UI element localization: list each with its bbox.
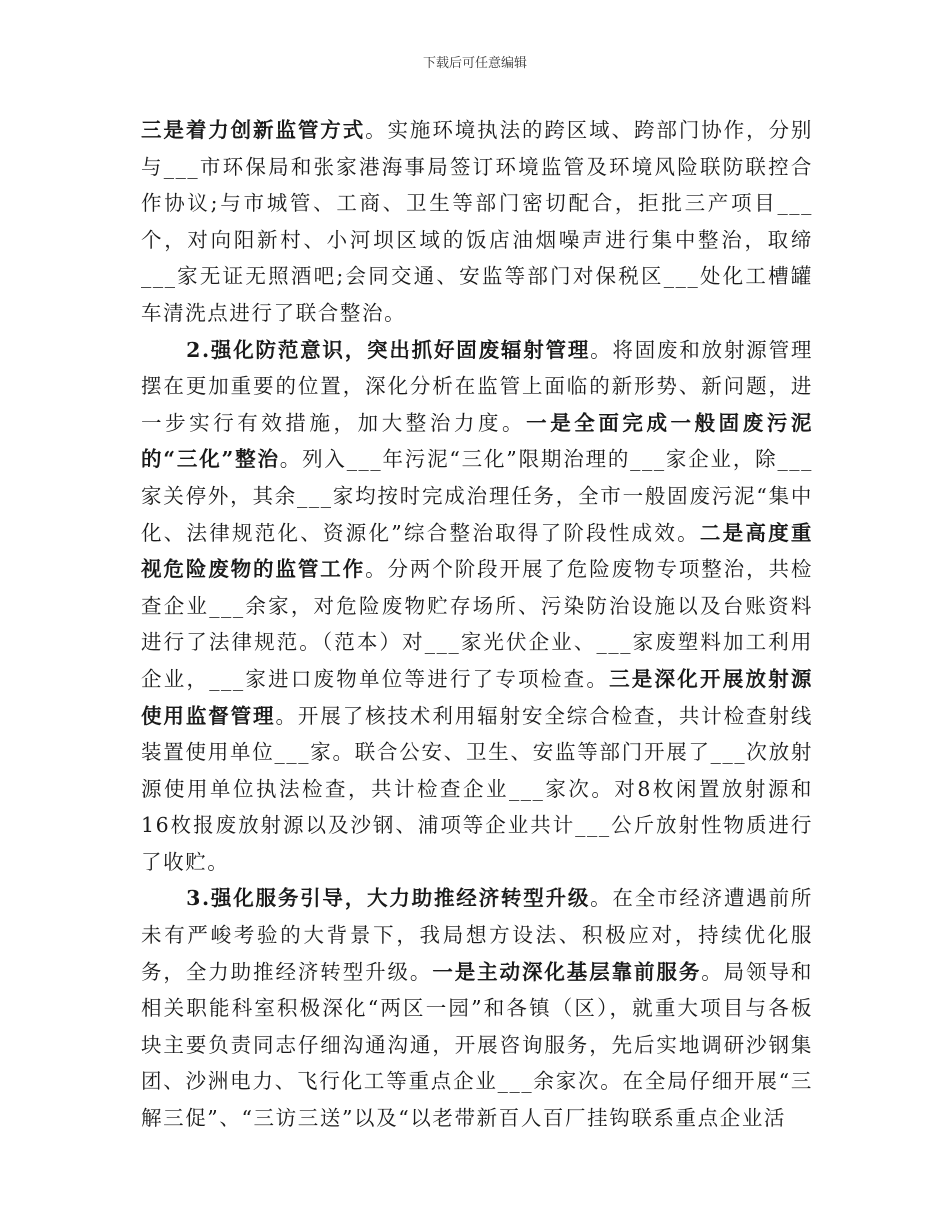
- bold-heading: 三是着力创新监管方式: [141, 118, 366, 142]
- bold-heading: 2.强化防范意识，突出抓好固废辐射管理: [186, 337, 591, 362]
- body-text: 。局领导和相关职能科室积极深化“两区一园”和各镇（区），就重大项目与各板块主要负责同志仔细沟通沟通，开展咨询服务，先后实地调研沙钢集团、沙洲电力、飞行化工等重点企业___余家次。在全局仔细开展“三解三促”、“三访三送”以及“以老带新百人百厂挂钩联系重点企业活: [141, 959, 813, 1131]
- body-text: 。分两个阶段开展了危险废物专项整治，共检查企业___余家，对危险废物贮存场所、污染防治设施以及台账资料进行了法律规范。（范本）对___家光伏企业、___家废塑料加工利用企业，___家进口废物单位等进行了专项检查。: [141, 557, 814, 691]
- bold-heading: 二是高度重视危险废物的监管工作: [141, 520, 813, 582]
- paragraph: [141, 112, 813, 332]
- paragraph: [141, 880, 813, 1136]
- bold-heading: 一是主动深化基层靠前服务: [432, 959, 702, 984]
- body-text: 。将固废和放射源管理摆在更加重要的位置，深化分析在监管上面临的新形势、新问题，进一步实行有效措施，加大整治力度。: [141, 337, 813, 435]
- body-text: 。在全市经济遭遇前所未有严峻考验的大背景下，我局想方设法、积极应对，持续优化服务，全力助推经济转型升级。: [141, 886, 813, 984]
- bold-heading: 一是全面完成一般固废污泥的“三化”整治: [141, 410, 813, 472]
- paragraph: [141, 332, 813, 881]
- body-text: 。实施环境执法的跨区域、跨部门协作，分别与___市环保局和张家港海事局签订环境监管及环境风险联防联控合作协议;与市城管、工商、卫生等部门密切配合，拒批三产项目___个，对向阳新村、小河坝区域的饭店油烟噪声进行集中整治，取缔___家无证无照酒吧;会同交通、安监等部门对保税区___处化工槽罐车清洗点进行了联合整治。: [141, 118, 814, 325]
- bold-heading: 三是深化开展放射源使用监督管理: [141, 666, 814, 728]
- document-body: [141, 112, 813, 1137]
- bold-heading: 3.强化服务引导，大力助推经济转型升级: [186, 886, 591, 911]
- page-header: 下载后可任意编辑: [422, 56, 527, 71]
- body-text: 。列入___年污泥“三化”限期治理的___家企业，除___家关停外，其余___家均按时完成治理任务，全市一般固废污泥“集中化、法律规范化、资源化”综合整治取得了阶段性成效。: [141, 447, 813, 545]
- body-text: 。开展了核技术利用辐射安全综合检查，共计检查射线装置使用单位___家。联合公安、卫生、安监等部门开展了___次放射源使用单位执法检查，共计检查企业___家次。对8枚闲置放射源和16枚报废放射源以及沙钢、浦项等企业共计___公斤放射性物质进行了收贮。: [141, 703, 813, 874]
